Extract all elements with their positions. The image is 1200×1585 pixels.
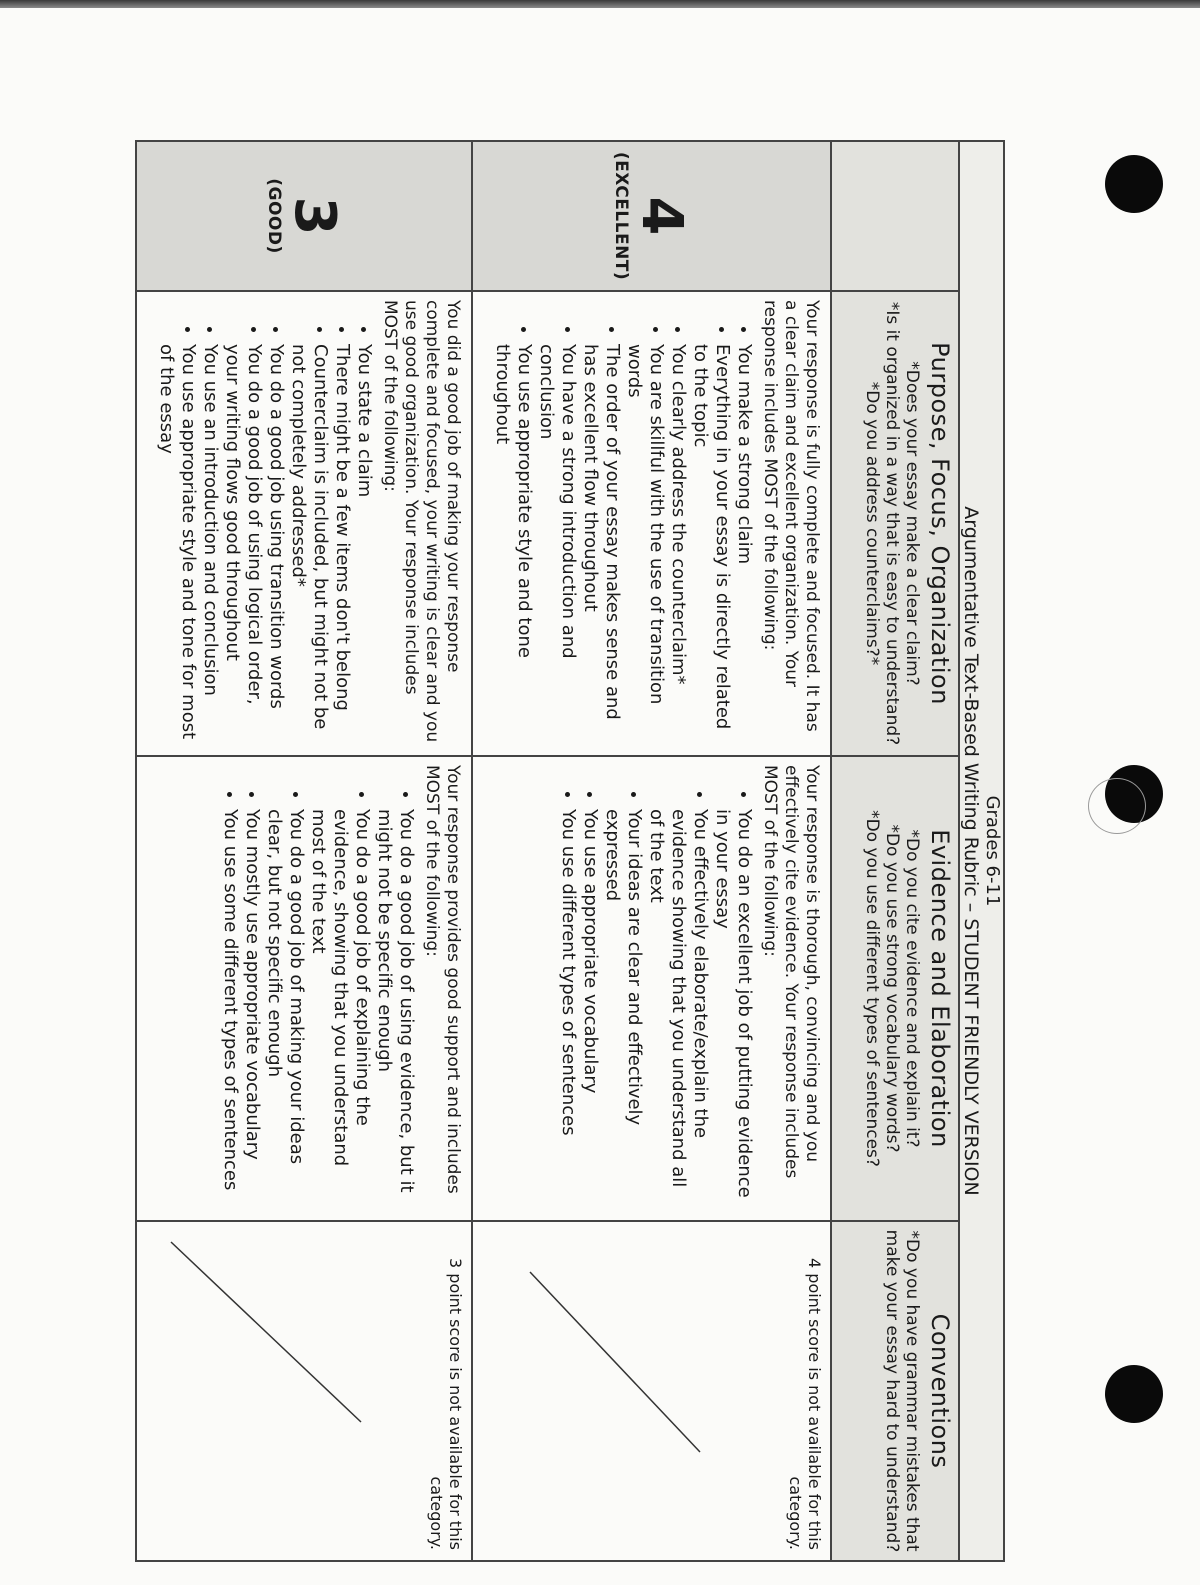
bullet-list [557, 765, 755, 1210]
cell-intro: Your response is thorough, convincing and you effectively cite evidence. Your response includes MOST of the following: [760, 765, 822, 1179]
conventions-cell [472, 1221, 831, 1561]
scan-mark [1088, 778, 1146, 834]
list-item: • You do an excellent job of putting evidence in your essay [711, 809, 755, 1210]
cell-intro: You did a good job of making your response complete and focused, your writing is clear and you use good organization. Your response includes MOST of the following: [379, 300, 463, 743]
list-item: • You use an introduction and conclusion [199, 344, 221, 745]
list-item: • You use appropriate style and tone throughout [491, 344, 535, 745]
list-item: • You state a claim [353, 344, 375, 745]
list-item: • You mostly use appropriate vocabulary [241, 809, 263, 1210]
list-item: • You make a strong claim [733, 344, 755, 745]
purpose-cell [136, 291, 472, 756]
list-item: • You are skillful with the use of transition words [623, 344, 667, 745]
cell-intro: Your response is fully complete and focused. It has a clear claim and excellent organization. Your response includes MOST of the following: [760, 300, 822, 732]
question: *Does your essay make a clear claim? [902, 361, 922, 686]
list-item: • You use appropriate vocabulary [579, 809, 601, 1210]
diagonal-slash [490, 1222, 830, 1562]
score-number: 3 [281, 196, 347, 236]
title-row [959, 141, 1004, 1561]
list-item: • You effectively elaborate/explain the evidence showing that you understand all of the text [645, 809, 711, 1210]
scan-top-edge [0, 0, 1200, 8]
rubric-table [135, 140, 1005, 1562]
cell-intro: Your response provides good support and includes MOST of the following: [421, 765, 463, 1194]
list-item: • You use different types of sentences [557, 809, 579, 1210]
question: *Is it organized in a way that is easy to understand? [882, 301, 902, 746]
punch-hole-bottom [1105, 1365, 1163, 1423]
purpose-cell [472, 291, 831, 756]
list-item: • You do a good job of using logical order, your writing flows good throughout [221, 344, 265, 745]
list-item: • The order of your essay makes sense and has excellent flow throughout [579, 344, 623, 745]
score-label: (GOOD) [263, 178, 284, 254]
conventions-note: 4 point score is not available for this category. [786, 1258, 824, 1550]
list-item: • You do a good job of using evidence, but it might not be specific enough [373, 809, 417, 1210]
header-evidence [831, 756, 959, 1221]
bullet-list [491, 300, 755, 745]
bullet-list [219, 765, 417, 1210]
list-item: • There might be a few items don't belong [331, 344, 353, 745]
list-item: • You do a good job using transition words [265, 344, 287, 745]
list-item: • You clearly address the counterclaim* [667, 344, 689, 745]
list-item: • You use appropriate style and tone for most of the essay [155, 344, 199, 745]
row-score-3 [136, 141, 472, 1561]
heading-conventions: Conventions [926, 1313, 954, 1469]
question: *Do you cite evidence and explain it? [902, 829, 922, 1148]
list-item: • You do a good job of explaining the evidence, showing that you understand most of the text [307, 809, 373, 1210]
evidence-cell [472, 756, 831, 1221]
list-item: • You do a good job of making your ideas clear, but not specific enough [263, 809, 307, 1210]
list-item: • You use some different types of sentences [219, 809, 241, 1210]
list-item: • Counterclaim is included, but might not be not completely addressed* [287, 344, 331, 745]
score-cell [136, 141, 472, 291]
diagonal-slash [131, 1222, 471, 1562]
score-cell [472, 141, 831, 291]
header-purpose [831, 291, 959, 756]
score-number: 4 [629, 196, 695, 236]
blank-header-cell [831, 141, 959, 291]
heading-purpose: Purpose, Focus, Organization [926, 342, 954, 705]
conventions-cell [136, 1221, 472, 1561]
punch-hole-top [1105, 155, 1163, 213]
row-score-4 [472, 141, 831, 1561]
grades-label: Grades 6-11 [982, 795, 1003, 907]
conventions-note: 3 point score is not available for this category. [426, 1258, 465, 1550]
question: *Do you address counterclaims?* [862, 381, 882, 666]
score-label: (EXCELLENT) [611, 151, 632, 281]
list-item: • You have a strong introduction and conclusion [535, 344, 579, 745]
heading-evidence: Evidence and Elaboration [926, 829, 954, 1148]
evidence-cell [136, 756, 472, 1221]
list-item: • Your ideas are clear and effectively expressed [601, 809, 645, 1210]
rubric-title: Argumentative Text-Based Writing Rubric – STUDENT FRIENDLY VERSION [960, 506, 982, 1196]
bullet-list [155, 300, 375, 745]
question: *Do you use strong vocabulary words? [882, 824, 902, 1153]
list-item: • Everything in your essay is directly related to the topic [689, 344, 733, 745]
question: *Do you use different types of sentences? [862, 810, 882, 1167]
rubric-page [135, 140, 1005, 1560]
question: *Do you have grammar mistakes that make your essay hard to understand? [882, 1229, 922, 1553]
header-conventions [831, 1221, 959, 1561]
